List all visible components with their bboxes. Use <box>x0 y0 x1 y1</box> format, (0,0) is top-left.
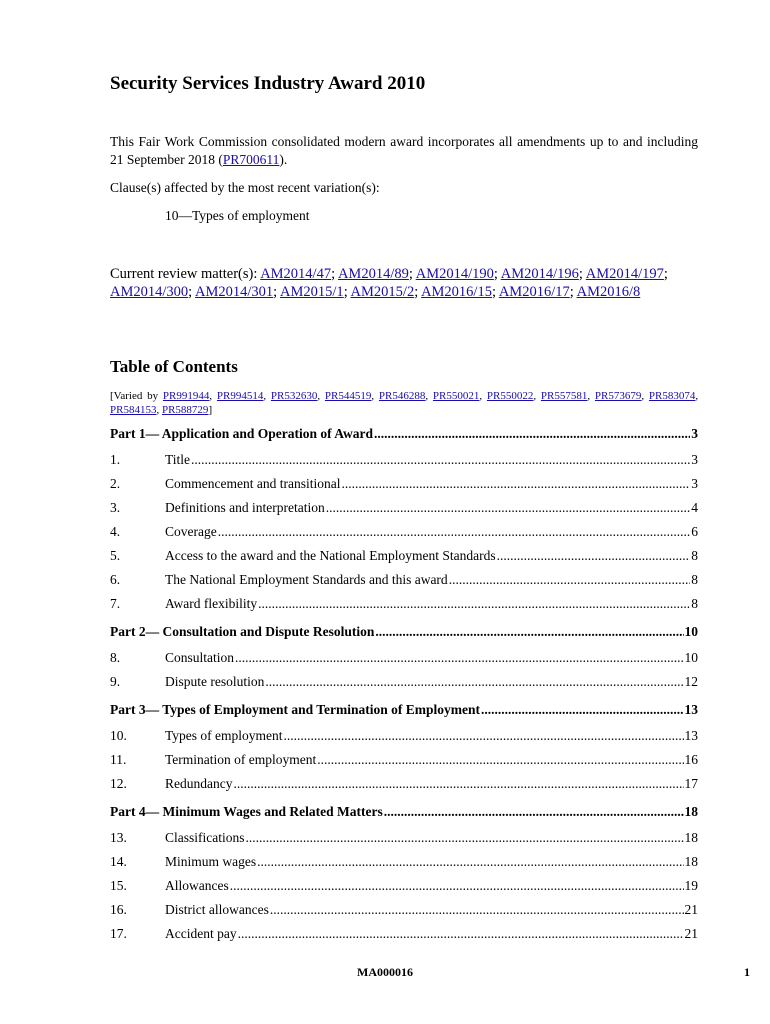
toc-part-row[interactable] <box>110 426 698 452</box>
toc-entry-label: Award flexibility <box>165 596 258 611</box>
toc-title: Table of Contents <box>110 357 238 376</box>
toc-entry-page: 3 <box>691 452 698 467</box>
toc-entry-page: 16 <box>684 752 698 767</box>
toc-leader-dots <box>270 902 684 918</box>
toc-part-label: Part 4— Minimum Wages and Related Matters <box>110 804 383 819</box>
toc-entry-number: 15. <box>110 878 127 893</box>
link-separator: ; <box>493 266 501 282</box>
review-matter-link[interactable]: AM2014/89 <box>337 266 409 282</box>
review-matter-link[interactable]: AM2014/196 <box>500 266 579 282</box>
toc-part-label: Part 1— Application and Operation of Award <box>110 426 374 441</box>
toc-part-row[interactable] <box>110 804 698 830</box>
varied-prefix: [Varied by <box>110 390 159 402</box>
varied-by-note <box>110 389 698 417</box>
link-separator: , <box>209 390 217 402</box>
toc-entry-row[interactable] <box>110 728 698 752</box>
toc-entry-label: Consultation <box>165 650 235 665</box>
toc-leader-dots <box>341 476 690 492</box>
varied-by-link[interactable]: PR546288 <box>378 390 426 402</box>
document-title: Security Services Industry Award 2010 <box>110 73 426 94</box>
toc-entry-number: 14. <box>110 854 127 869</box>
link-separator: ; <box>491 284 499 300</box>
toc-entry-label: Title <box>165 452 191 467</box>
link-separator: , <box>479 390 487 402</box>
toc-entry-label: Termination of employment <box>165 752 317 767</box>
toc-leader-dots <box>449 572 691 588</box>
toc-entry-label: The National Employment Standards and this award <box>165 572 448 587</box>
toc-entry-number: 4. <box>110 524 121 539</box>
toc-part-page: 13 <box>684 702 698 717</box>
review-matter-link[interactable]: AM2014/47 <box>260 266 332 282</box>
toc-entry-page: 3 <box>691 476 698 491</box>
toc-entry-label: Coverage <box>165 524 217 539</box>
toc-entry-row[interactable] <box>110 902 698 926</box>
toc-entry-row[interactable] <box>110 830 698 854</box>
toc-entry-number: 1. <box>110 452 121 467</box>
toc-entry-row[interactable] <box>110 500 698 524</box>
toc-leader-dots <box>375 624 683 640</box>
toc-entry-page: 8 <box>691 548 698 563</box>
toc-entry-label: Dispute resolution <box>165 674 265 689</box>
toc-leader-dots <box>284 728 684 744</box>
toc-entry-row[interactable] <box>110 572 698 596</box>
toc-entry-row[interactable] <box>110 548 698 572</box>
intro-link[interactable]: PR700611 <box>222 152 280 167</box>
toc-leader-dots <box>258 596 690 612</box>
review-matter-link[interactable]: AM2015/2 <box>350 284 415 300</box>
link-separator: ; <box>663 266 668 282</box>
link-separator: ; <box>569 284 577 300</box>
intro-suffix: ). <box>279 152 288 167</box>
toc-part-page: 3 <box>691 426 698 441</box>
toc-entry-page: 8 <box>691 596 698 611</box>
link-separator: ; <box>273 284 281 300</box>
toc-entry-number: 10. <box>110 728 127 743</box>
varied-by-link[interactable]: PR588729 <box>161 404 209 416</box>
toc-entry-label: Redundancy <box>165 776 233 791</box>
toc-leader-dots <box>481 702 683 718</box>
toc-entry-row[interactable] <box>110 650 698 674</box>
toc-entry-row[interactable] <box>110 524 698 548</box>
toc-entry-number: 8. <box>110 650 121 665</box>
toc-entry-row[interactable] <box>110 776 698 800</box>
varied-by-link[interactable]: PR994514 <box>216 390 264 402</box>
toc-entry-row[interactable] <box>110 596 698 620</box>
varied-by-link[interactable]: PR583074 <box>648 390 696 402</box>
toc-entry-page: 6 <box>691 524 698 539</box>
toc-leader-dots <box>317 752 683 768</box>
varied-by-link[interactable]: PR991944 <box>162 390 210 402</box>
toc-leader-dots <box>257 854 683 870</box>
toc-entry-row[interactable] <box>110 674 698 698</box>
toc-part-page: 18 <box>684 804 698 819</box>
toc-entry-page: 8 <box>691 572 698 587</box>
link-separator: , <box>156 404 162 416</box>
toc-entry-page: 21 <box>684 902 698 917</box>
link-separator: , <box>371 390 379 402</box>
review-matter-link[interactable]: AM2014/197 <box>585 266 664 282</box>
toc-entry-number: 9. <box>110 674 121 689</box>
link-separator: ; <box>188 284 196 300</box>
review-matter-link[interactable]: AM2016/15 <box>421 284 492 300</box>
link-separator: ; <box>578 266 586 282</box>
toc-entry-number: 12. <box>110 776 127 791</box>
toc-entry-label: Commencement and transitional <box>165 476 341 491</box>
toc-leader-dots <box>384 804 684 820</box>
current-review-matters <box>110 265 698 301</box>
review-matter-link[interactable]: AM2016/17 <box>498 284 570 300</box>
toc-entry-number: 17. <box>110 926 127 941</box>
toc-entry-label: Allowances <box>165 878 229 893</box>
toc-entry-number: 6. <box>110 572 121 587</box>
link-separator: , <box>695 390 699 402</box>
toc-entry-page: 10 <box>684 650 698 665</box>
review-matter-link[interactable]: AM2014/300 <box>110 284 189 300</box>
clauses-affected-label: Clause(s) affected by the most recent variation(s): <box>110 180 380 195</box>
toc-entry-page: 19 <box>684 878 698 893</box>
toc-entry-number: 7. <box>110 596 121 611</box>
toc-entry-number: 2. <box>110 476 121 491</box>
toc-part-page: 10 <box>684 624 698 639</box>
toc-entry-page: 17 <box>684 776 698 791</box>
toc-entry-page: 12 <box>684 674 698 689</box>
varied-by-link[interactable]: PR550022 <box>486 390 534 402</box>
link-separator: , <box>587 390 595 402</box>
link-separator: , <box>533 390 541 402</box>
toc-leader-dots <box>326 500 691 516</box>
toc-leader-dots <box>233 776 683 792</box>
varied-by-link[interactable]: PR573679 <box>594 390 642 402</box>
varied-by-link[interactable]: PR532630 <box>270 390 318 402</box>
toc-leader-dots <box>246 830 684 846</box>
varied-by-link[interactable]: PR544519 <box>324 390 372 402</box>
toc-entry-label: Types of employment <box>165 728 283 743</box>
link-separator: , <box>263 390 271 402</box>
link-separator: ; <box>343 284 351 300</box>
toc-entry-row[interactable] <box>110 878 698 902</box>
toc-part-row[interactable] <box>110 624 698 650</box>
toc-entry-label: Definitions and interpretation <box>165 500 325 515</box>
toc-entry-page: 18 <box>684 854 698 869</box>
toc-leader-dots <box>238 926 684 942</box>
link-separator: , <box>317 390 325 402</box>
toc-entry-number: 13. <box>110 830 127 845</box>
review-matter-link[interactable]: AM2015/1 <box>280 284 344 300</box>
toc-part-row[interactable] <box>110 702 698 728</box>
toc-entry-number: 16. <box>110 902 127 917</box>
toc-entry-row[interactable] <box>110 476 698 500</box>
toc-entry-number: 5. <box>110 548 121 563</box>
toc-entry-label: Accident pay <box>165 926 237 941</box>
intro-paragraph <box>110 133 698 169</box>
toc-entry-page: 13 <box>684 728 698 743</box>
link-separator: ; <box>331 266 338 282</box>
toc-entry-row[interactable] <box>110 854 698 878</box>
link-separator: , <box>641 390 649 402</box>
toc-leader-dots <box>374 426 690 442</box>
toc-entry-label: Access to the award and the National Employment Standards <box>165 548 496 563</box>
toc-leader-dots <box>265 674 683 690</box>
toc-entry-number: 3. <box>110 500 121 515</box>
link-separator: ; <box>414 284 422 300</box>
toc-part-label: Part 2— Consultation and Dispute Resolution <box>110 624 375 639</box>
toc-entry-page: 18 <box>684 830 698 845</box>
toc-entry-page: 4 <box>691 500 698 515</box>
varied-by-link[interactable]: PR584153 <box>110 404 157 416</box>
link-separator: , <box>425 390 433 402</box>
link-separator: ; <box>408 266 416 282</box>
toc-entry-label: District allowances <box>165 902 269 917</box>
table-of-contents <box>110 426 698 950</box>
toc-leader-dots <box>497 548 691 564</box>
toc-leader-dots <box>218 524 691 540</box>
toc-entry-row[interactable] <box>110 926 698 950</box>
clause-affected-item: 10—Types of employment <box>165 208 310 223</box>
toc-leader-dots <box>191 452 690 468</box>
toc-entry-row[interactable] <box>110 452 698 476</box>
award-code: MA000016 <box>357 965 413 979</box>
varied-by-link[interactable]: PR550021 <box>432 390 480 402</box>
varied-links <box>110 390 698 416</box>
review-matter-link[interactable]: AM2014/301 <box>195 284 274 300</box>
toc-entry-label: Classifications <box>165 830 245 845</box>
toc-entry-number: 11. <box>110 752 127 767</box>
review-matter-link[interactable]: AM2016/8 <box>576 284 641 300</box>
page-number: 1 <box>744 965 750 979</box>
toc-part-label: Part 3— Types of Employment and Termination of Employment <box>110 702 481 717</box>
review-matter-link[interactable]: AM2014/190 <box>415 266 494 282</box>
varied-suffix: ] <box>208 404 213 416</box>
varied-by-link[interactable]: PR557581 <box>540 390 588 402</box>
toc-entry-page: 21 <box>684 926 698 941</box>
toc-leader-dots <box>230 878 684 894</box>
toc-entry-label: Minimum wages <box>165 854 257 869</box>
toc-leader-dots <box>235 650 683 666</box>
intro-text: This Fair Work Commission consolidated modern award incorporates all amendments up to and including 21 September 2018 ( <box>110 134 698 167</box>
toc-entry-row[interactable] <box>110 752 698 776</box>
review-label: Current review matter(s): <box>110 266 258 282</box>
